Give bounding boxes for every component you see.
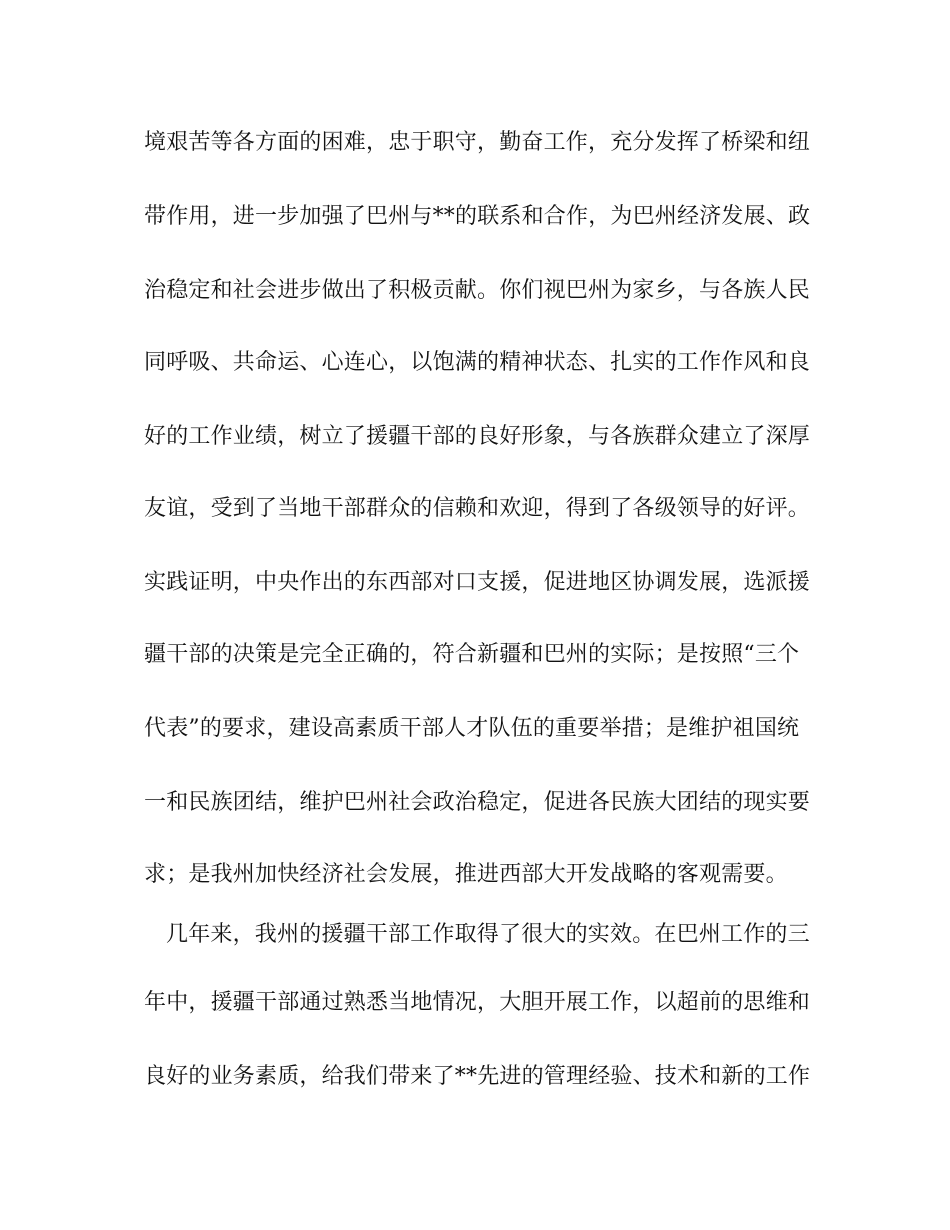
- paragraph-first-line: 几年来，我州的援疆干部工作取得了很大的实效。在巴州工作的三: [166, 922, 810, 947]
- body-text-line: 境艰苦等各方面的困难，忠于职守，勤奋工作，充分发挥了桥梁和纽: [144, 130, 811, 155]
- body-text-line: 好的工作业绩，树立了援疆干部的良好形象，与各族群众建立了深厚: [144, 424, 811, 449]
- body-text-line: 疆干部的决策是完全正确的，符合新疆和巴州的实际；是按照“三个: [144, 642, 800, 667]
- body-text-line: 良好的业务素质，给我们带来了**先进的管理经验、技术和新的工作: [144, 1064, 811, 1089]
- body-text-line: 年中，援疆干部通过熟悉当地情况，大胆开展工作，以超前的思维和: [144, 990, 811, 1015]
- body-text-line: 一和民族团结，维护巴州社会政治稳定，促进各民族大团结的现实要: [144, 790, 811, 815]
- body-text-line: 求；是我州加快经济社会发展，推进西部大开发战略的客观需要。: [144, 862, 788, 887]
- body-text-line: 治稳定和社会进步做出了积极贡献。你们视巴州为家乡，与各族人民: [144, 278, 811, 303]
- body-text-line: 实践证明，中央作出的东西部对口支援，促进地区协调发展，选派援: [144, 570, 811, 595]
- body-text-line: 带作用，进一步加强了巴州与**的联系和合作，为巴州经济发展、政: [144, 204, 811, 229]
- body-text-line: 友谊，受到了当地干部群众的信赖和欢迎，得到了各级领导的好评。: [144, 496, 811, 521]
- body-text-line: 同呼吸、共命运、心连心，以饱满的精神状态、扎实的工作作风和良: [144, 350, 811, 375]
- body-text-line: 代表”的要求，建设高素质干部人才队伍的重要举措；是维护祖国统: [144, 716, 800, 741]
